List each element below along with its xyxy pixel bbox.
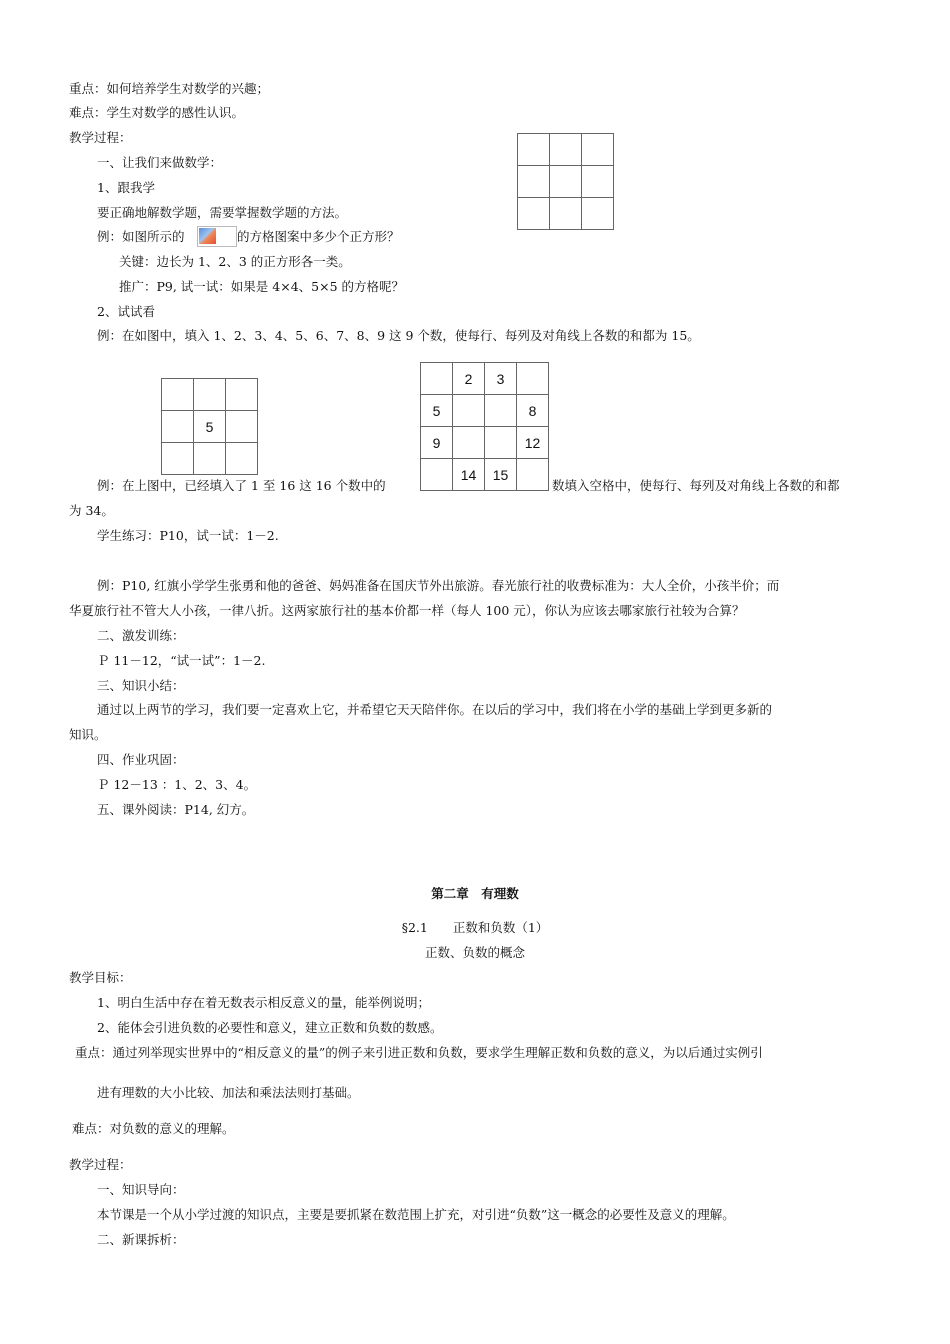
key-point-2b: 进有理数的大小比较、加法和乘法法则打基础。 — [97, 1085, 360, 1100]
summary-b: 知识。 — [69, 727, 107, 742]
grid-thumbnail-image — [197, 226, 237, 247]
grid-cell — [226, 443, 258, 475]
section-title: §2.1 正数和负数（1） — [401, 920, 549, 935]
extension: 推广：P9, 试一试：如果是 4×4、5×5 的方格呢？ — [119, 279, 405, 294]
grid-cell: 3 — [485, 363, 517, 395]
grid-cell: 9 — [421, 427, 453, 459]
summary-a: 通过以上两节的学习，我们要一定喜欢上它，并希望它天天陪伴你。在以后的学习中，我们将在小学的基础上学到更多新的 — [97, 702, 773, 717]
example-3a: 例：在上图中，已经填入了 1 至 16 这 16 个数中的 — [97, 478, 386, 493]
center-cell: 5 — [194, 411, 226, 443]
section-three: 三、知识小结： — [97, 678, 185, 693]
example-4a: 例：P10, 红旗小学学生张勇和他的爸爸、妈妈准备在国庆节外出旅游。春光旅行社的收费标准为：大人全价，小孩半价；而 — [97, 578, 780, 593]
grid-cell — [162, 443, 194, 475]
method-text: 要正确地解数学题，需要掌握数学题的方法。 — [97, 205, 348, 220]
grid-cell — [550, 134, 582, 166]
example-2: 例：在如图中，填入 1、2、3、4、5、6、7、8、9 这 9 个数，使每行、每列及对角线上各数的和都为 15。 — [97, 328, 700, 343]
grid-cell — [194, 443, 226, 475]
grid-cell: 2 — [453, 363, 485, 395]
grid-cell — [226, 411, 258, 443]
grid-cell: 8 — [517, 395, 549, 427]
objective-2: 2、能体会引进负数的必要性和意义，建立正数和负数的数感。 — [97, 1020, 443, 1035]
difficulty: 难点：学生对数学的感性认识。 — [69, 105, 245, 120]
magic-square-4x4 — [420, 362, 549, 491]
grid-cell — [421, 363, 453, 395]
grid-cell: 14 — [453, 459, 485, 491]
knowledge-guide-text: 本节课是一个从小学过渡的知识点，主要是要抓紧在数范围上扩充，对引进“负数”这一概念的必要性及意义的理解。 — [97, 1207, 735, 1222]
section-four-detail: Ｐ 12－13 ：1、2、3、4。 — [97, 777, 257, 792]
grid-3x3-empty — [517, 133, 614, 230]
grid-cell — [421, 459, 453, 491]
grid-cell — [226, 379, 258, 411]
student-practice: 学生练习：P10，试一试：1－2. — [97, 528, 279, 543]
grid-cell — [162, 379, 194, 411]
section-two: 二、激发训练： — [97, 628, 185, 643]
grid-cell — [517, 363, 549, 395]
objectives-heading: 教学目标： — [69, 970, 132, 985]
grid-cell — [518, 134, 550, 166]
grid-cell — [518, 198, 550, 230]
grid-cell: 12 — [517, 427, 549, 459]
grid-cell — [582, 198, 614, 230]
grid-cell — [485, 395, 517, 427]
follow-me: 1、跟我学 — [97, 180, 155, 195]
section-four: 四、作业巩固： — [97, 752, 185, 767]
grid-cell: 15 — [485, 459, 517, 491]
difficulty-2: 难点：对负数的意义的理解。 — [72, 1121, 235, 1136]
section-five: 五、课外阅读：P14, 幻方。 — [97, 802, 255, 817]
try-it: 2、试试看 — [97, 304, 155, 319]
key-point-2a: 重点：通过列举现实世界中的“相反意义的量”的例子来引进正数和负数，要求学生理解正数和负数的意义，为以后通过实例引 — [75, 1045, 763, 1060]
section-two-detail: Ｐ 11－12，“试一试”：1－2. — [97, 653, 266, 668]
process-heading-2: 教学过程： — [69, 1157, 132, 1172]
grid-cell — [517, 459, 549, 491]
grid-cell — [162, 411, 194, 443]
grid-cell — [518, 166, 550, 198]
section-one: 一、让我们来做数学： — [97, 155, 223, 170]
new-lesson: 二、新课拆析： — [97, 1232, 185, 1247]
grid-cell: 5 — [421, 395, 453, 427]
grid-cell — [453, 395, 485, 427]
example-3c: 为 34。 — [69, 503, 114, 518]
process-heading: 教学过程： — [69, 130, 132, 145]
example-1a: 例：如图所示的 — [97, 229, 185, 244]
grid-cell — [453, 427, 485, 459]
example-3b: 数填入空格中，使每行、每列及对角线上各数的和都 — [552, 478, 840, 493]
example-1b: 的方格图案中多少个正方形？ — [237, 229, 400, 244]
grid-cell — [550, 166, 582, 198]
section-subtitle: 正数、负数的概念 — [424, 945, 525, 960]
grid-cell — [194, 379, 226, 411]
chapter-title: 第二章 有理数 — [431, 886, 519, 901]
objective-1: 1、明白生活中存在着无数表示相反意义的量，能举例说明； — [97, 995, 430, 1010]
grid-cell — [485, 427, 517, 459]
example-4b: 华夏旅行社不管大人小孩，一律八折。这两家旅行社的基本价都一样（每人 100 元），你认为应该去哪家旅行社较为合算？ — [69, 603, 745, 618]
key-point: 重点：如何培养学生对数学的兴趣； — [69, 81, 270, 96]
grid-cell — [550, 198, 582, 230]
grid-cell — [582, 134, 614, 166]
knowledge-guide: 一、知识导向： — [97, 1182, 185, 1197]
grid-cell — [582, 166, 614, 198]
magic-square-3x3 — [161, 378, 258, 475]
key-hint: 关键：边长为 1、2、3 的正方形各一类。 — [119, 254, 351, 269]
